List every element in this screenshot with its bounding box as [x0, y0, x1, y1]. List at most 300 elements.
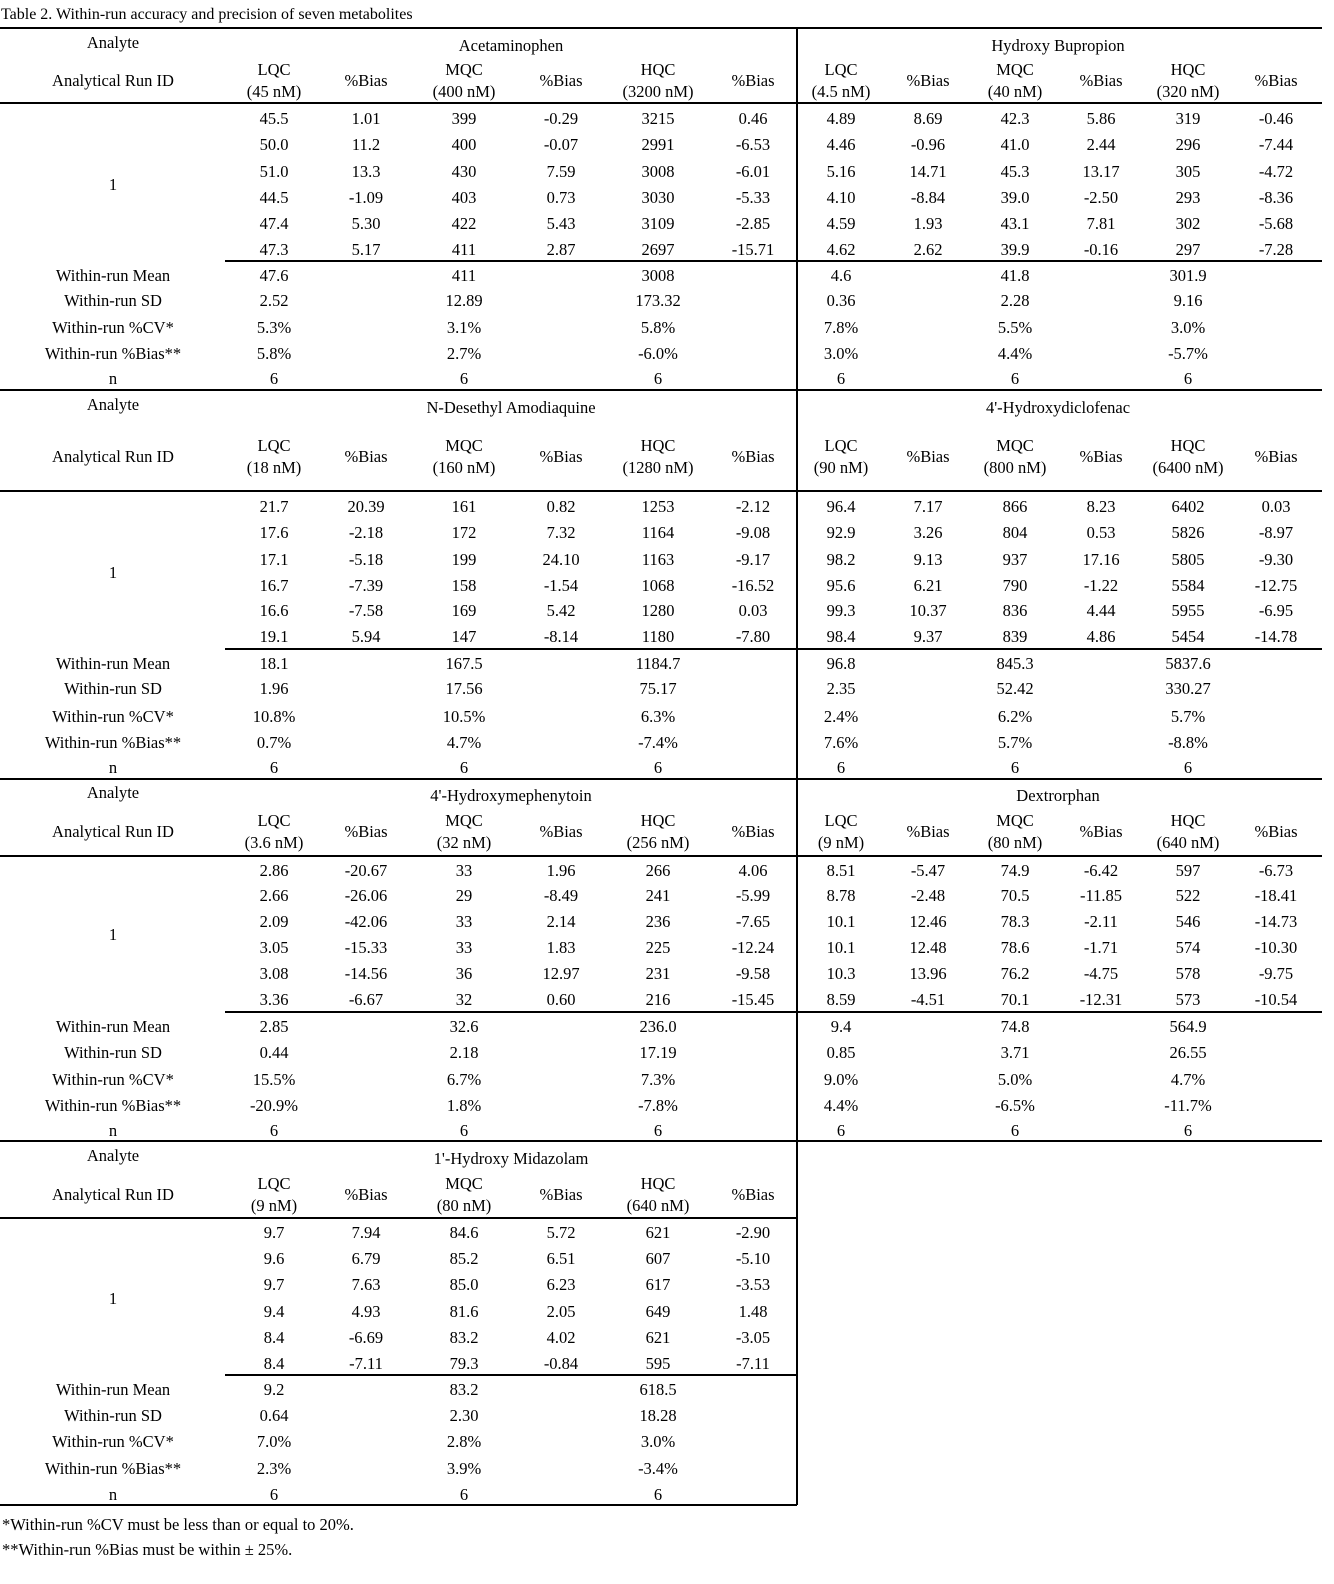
data-cell: 6.21 — [913, 576, 943, 595]
data-cell: -15.45 — [731, 990, 775, 1009]
data-cell: 937 — [1002, 550, 1028, 569]
data-cell: 1068 — [641, 576, 675, 595]
data-cell: 241 — [645, 886, 671, 905]
data-cell: 85.2 — [449, 1249, 479, 1268]
stat-cell: 6 — [653, 1121, 663, 1140]
stat-cell: 32.6 — [449, 1017, 479, 1036]
data-cell: 790 — [1002, 576, 1028, 595]
stat-cell: 7.8% — [823, 318, 859, 337]
data-cell: 3.08 — [259, 964, 289, 983]
data-cell: 13.3 — [351, 162, 381, 181]
stat-label: Within-run %CV* — [52, 318, 174, 337]
data-cell: 8.4 — [263, 1354, 285, 1373]
qc-conc-header: (320 nM) — [1156, 82, 1220, 101]
data-cell: -6.69 — [348, 1328, 384, 1347]
stat-cell: -3.4% — [638, 1459, 678, 1478]
qc-conc-header: (32 nM) — [436, 833, 492, 852]
run-id-header: Analytical Run ID — [52, 822, 174, 841]
data-cell: 5.43 — [546, 214, 576, 233]
data-cell: -5.47 — [910, 861, 946, 880]
analyte-name: Acetaminophen — [458, 36, 564, 55]
stat-cell: 845.3 — [996, 654, 1034, 673]
stat-cell: 6 — [269, 1485, 279, 1504]
header-bottom-rule — [0, 1217, 797, 1219]
data-cell: 3215 — [641, 109, 675, 128]
data-cell: -20.67 — [344, 861, 388, 880]
data-cell: 16.6 — [259, 601, 289, 620]
data-cell: 319 — [1175, 109, 1201, 128]
stat-cell: 6 — [1183, 758, 1193, 777]
stat-label: Within-run SD — [64, 291, 162, 310]
data-cell: -7.11 — [736, 1354, 770, 1373]
qc-level-header: HQC — [1170, 436, 1206, 455]
run-id-cell: 1 — [108, 1288, 118, 1308]
stat-cell: 6 — [1010, 758, 1020, 777]
data-cell: 5.86 — [1086, 109, 1116, 128]
data-cell: -4.75 — [1083, 964, 1119, 983]
data-cell: 1164 — [641, 523, 675, 542]
data-cell: 9.7 — [263, 1223, 285, 1242]
data-cell: 47.4 — [259, 214, 289, 233]
data-cell: 2991 — [641, 135, 675, 154]
table-caption: Table 2. Within-run accuracy and precision of seven metabolites — [1, 6, 413, 23]
data-cell: -2.90 — [735, 1223, 771, 1242]
data-cell: 17.16 — [1082, 550, 1120, 569]
data-cell: 2.62 — [913, 240, 943, 259]
data-cell: 621 — [645, 1328, 671, 1347]
data-cell: 5826 — [1171, 523, 1205, 542]
data-cell: 4.62 — [826, 240, 856, 259]
data-cell: 839 — [1002, 627, 1028, 646]
data-cell: 7.63 — [351, 1275, 381, 1294]
data-cell: 4.89 — [826, 109, 856, 128]
stat-cell: 9.16 — [1173, 291, 1203, 310]
data-cell: 621 — [645, 1223, 671, 1242]
data-cell: 1.01 — [351, 109, 381, 128]
data-cell: 2.87 — [546, 240, 576, 259]
stat-cell: 3.0% — [640, 1432, 676, 1451]
data-cell: 293 — [1175, 188, 1201, 207]
data-cell: 7.81 — [1086, 214, 1116, 233]
stat-cell: 6 — [653, 758, 663, 777]
data-cell: 33 — [455, 938, 473, 957]
data-cell: 5.72 — [546, 1223, 576, 1242]
data-cell: 1.93 — [913, 214, 943, 233]
stat-cell: 6 — [836, 1121, 846, 1140]
stat-label: n — [108, 758, 118, 777]
bias-header: %Bias — [539, 1185, 583, 1204]
data-cell: 8.59 — [826, 990, 856, 1009]
data-cell: 5805 — [1171, 550, 1205, 569]
stat-cell: 3.71 — [1000, 1043, 1030, 1062]
data-cell: -5.68 — [1258, 214, 1294, 233]
data-cell: 4.93 — [351, 1302, 381, 1321]
data-cell: 5.42 — [546, 601, 576, 620]
data-cell: 522 — [1175, 886, 1201, 905]
data-cell: 231 — [645, 964, 671, 983]
stat-label: Within-run %CV* — [52, 707, 174, 726]
stat-cell: 6 — [459, 758, 469, 777]
data-cell: 1280 — [641, 601, 675, 620]
stat-cell: 3.9% — [446, 1459, 482, 1478]
stat-label: Within-run SD — [64, 1043, 162, 1062]
stat-cell: 2.7% — [446, 344, 482, 363]
stat-cell: 18.28 — [639, 1406, 677, 1425]
stat-label: n — [108, 1121, 118, 1140]
data-cell: -5.10 — [735, 1249, 771, 1268]
data-cell: 16.7 — [259, 576, 289, 595]
data-cell: 1.83 — [546, 938, 576, 957]
data-cell: 32 — [455, 990, 473, 1009]
qc-conc-header: (45 nM) — [246, 82, 302, 101]
qc-level-header: MQC — [996, 60, 1034, 79]
data-cell: -2.18 — [348, 523, 384, 542]
stat-cell: 41.8 — [1000, 266, 1030, 285]
stat-cell: 0.44 — [259, 1043, 289, 1062]
stat-label: Within-run %CV* — [52, 1432, 174, 1451]
data-cell: 47.3 — [259, 240, 289, 259]
data-cell: 83.2 — [449, 1328, 479, 1347]
stat-cell: 26.55 — [1169, 1043, 1207, 1062]
run-id-cell: 1 — [108, 175, 118, 194]
data-cell: 158 — [451, 576, 477, 595]
stat-cell: 6 — [269, 1121, 279, 1140]
data-cell: -18.41 — [1254, 886, 1298, 905]
stat-cell: 12.89 — [445, 291, 483, 310]
data-cell: 2.09 — [259, 912, 289, 931]
data-cell: 573 — [1175, 990, 1201, 1009]
qc-level-header: LQC — [824, 60, 858, 79]
qc-conc-header: (80 nM) — [987, 833, 1043, 852]
header-bottom-rule — [0, 102, 1322, 104]
qc-level-header: MQC — [445, 60, 483, 79]
data-cell: -16.52 — [731, 576, 775, 595]
run-id-header: Analytical Run ID — [52, 447, 174, 466]
data-cell: -10.54 — [1254, 990, 1298, 1009]
stat-cell: 17.56 — [445, 679, 483, 698]
data-cell: 12.46 — [909, 912, 947, 931]
data-cell: -0.07 — [543, 135, 579, 154]
data-cell: -8.84 — [910, 188, 946, 207]
data-cell: 7.32 — [546, 523, 576, 542]
bias-header: %Bias — [344, 1185, 388, 1204]
data-cell: -9.75 — [1258, 964, 1294, 983]
data-cell: 4.10 — [826, 188, 856, 207]
header-bottom-rule — [0, 855, 1322, 857]
data-cell: -6.42 — [1083, 861, 1119, 880]
data-cell: 12.48 — [909, 938, 947, 957]
stat-cell: 6 — [269, 758, 279, 777]
data-cell: 2.86 — [259, 861, 289, 880]
analyte-name: N-Desethyl Amodiaquine — [426, 398, 596, 417]
bias-header: %Bias — [344, 822, 388, 841]
data-cell: 0.46 — [738, 109, 768, 128]
qc-conc-header: (6400 nM) — [1152, 458, 1224, 477]
data-cell: 84.6 — [449, 1223, 479, 1242]
stat-cell: 6 — [269, 369, 279, 388]
stat-cell: -7.8% — [638, 1096, 678, 1115]
data-cell: 617 — [645, 1275, 671, 1294]
data-cell: 42.3 — [1000, 109, 1030, 128]
data-cell: 0.03 — [738, 601, 768, 620]
qc-conc-header: (1280 nM) — [622, 458, 694, 477]
analyte-name: 4'-Hydroxymephenytoin — [430, 786, 592, 805]
data-cell: 4.46 — [826, 135, 856, 154]
stat-cell: 5.5% — [997, 318, 1033, 337]
data-cell: -1.09 — [348, 188, 384, 207]
data-cell: 2.14 — [546, 912, 576, 931]
stat-cell: 6 — [836, 369, 846, 388]
stat-label: Within-run SD — [64, 1406, 162, 1425]
stat-cell: 6.7% — [446, 1070, 482, 1089]
data-cell: -0.84 — [543, 1354, 579, 1373]
analyte-name: Hydroxy Bupropion — [991, 36, 1125, 55]
data-cell: 1253 — [641, 497, 675, 516]
footnote-bias: **Within-run %Bias must be within ± 25%. — [2, 1540, 293, 1559]
data-cell: 411 — [451, 240, 477, 259]
panel-divider — [796, 1141, 798, 1505]
data-cell: 36 — [455, 964, 473, 983]
data-cell: 78.6 — [1000, 938, 1030, 957]
data-cell: -1.54 — [543, 576, 579, 595]
stats-top-rule — [225, 1374, 797, 1376]
data-cell: -7.65 — [735, 912, 771, 931]
data-cell: 4.02 — [546, 1328, 576, 1347]
data-cell: 169 — [451, 601, 477, 620]
qc-level-header: HQC — [640, 1174, 676, 1193]
data-cell: -8.14 — [543, 627, 579, 646]
bias-header: %Bias — [906, 71, 950, 90]
data-cell: 0.53 — [1086, 523, 1116, 542]
stat-cell: 10.8% — [252, 707, 296, 726]
stat-cell: 564.9 — [1169, 1017, 1207, 1036]
stat-cell: -5.7% — [1168, 344, 1208, 363]
qc-level-header: HQC — [640, 811, 676, 830]
stat-cell: 5.7% — [1170, 707, 1206, 726]
data-cell: 4.86 — [1086, 627, 1116, 646]
data-cell: -8.49 — [543, 886, 579, 905]
data-cell: 6.51 — [546, 1249, 576, 1268]
data-cell: 96.4 — [826, 497, 856, 516]
data-cell: 0.03 — [1261, 497, 1291, 516]
data-cell: 21.7 — [259, 497, 289, 516]
bias-header: %Bias — [1254, 447, 1298, 466]
stat-cell: 17.19 — [639, 1043, 677, 1062]
analyte-label: Analyte — [86, 1146, 140, 1165]
data-cell: -4.51 — [910, 990, 946, 1009]
stat-cell: 2.18 — [449, 1043, 479, 1062]
stat-cell: 47.6 — [259, 266, 289, 285]
data-cell: 95.6 — [826, 576, 856, 595]
stat-cell: 7.0% — [256, 1432, 292, 1451]
data-cell: 7.59 — [546, 162, 576, 181]
stat-cell: 9.0% — [823, 1070, 859, 1089]
data-cell: 8.23 — [1086, 497, 1116, 516]
data-cell: -2.11 — [1084, 912, 1118, 931]
stat-cell: 3.0% — [1170, 318, 1206, 337]
data-cell: 5.94 — [351, 627, 381, 646]
run-id-cell: 1 — [108, 563, 118, 582]
stat-label: n — [108, 1485, 118, 1504]
panel-top-rule — [0, 389, 1322, 391]
qc-level-header: LQC — [257, 436, 291, 455]
data-cell: 399 — [451, 109, 477, 128]
data-cell: 9.6 — [263, 1249, 285, 1268]
qc-level-header: MQC — [996, 436, 1034, 455]
data-cell: 41.0 — [1000, 135, 1030, 154]
data-cell: -9.08 — [735, 523, 771, 542]
stat-cell: -7.4% — [638, 733, 678, 752]
stat-cell: 5.3% — [256, 318, 292, 337]
data-cell: 29 — [455, 886, 473, 905]
stat-label: Within-run %Bias** — [44, 1096, 182, 1115]
stat-cell: 6 — [459, 1121, 469, 1140]
data-cell: 3109 — [641, 214, 675, 233]
data-cell: -6.67 — [348, 990, 384, 1009]
data-cell: 0.82 — [546, 497, 576, 516]
data-cell: -5.33 — [735, 188, 771, 207]
bias-header: %Bias — [1079, 71, 1123, 90]
data-cell: 8.69 — [913, 109, 943, 128]
stat-cell: 15.5% — [252, 1070, 296, 1089]
qc-level-header: MQC — [996, 811, 1034, 830]
stats-top-rule — [225, 648, 1322, 650]
data-cell: 81.6 — [449, 1302, 479, 1321]
data-cell: -6.73 — [1258, 861, 1294, 880]
stat-cell: 0.64 — [259, 1406, 289, 1425]
stat-label: Within-run %CV* — [52, 1070, 174, 1089]
data-cell: -6.95 — [1258, 601, 1294, 620]
stat-cell: 9.4 — [830, 1017, 852, 1036]
analyte-label: Analyte — [86, 783, 140, 802]
data-cell: 305 — [1175, 162, 1201, 181]
data-cell: 10.1 — [826, 938, 856, 957]
data-cell: -14.56 — [344, 964, 388, 983]
stat-cell: 3008 — [641, 266, 675, 285]
data-cell: -2.48 — [910, 886, 946, 905]
stat-cell: 9.2 — [263, 1380, 285, 1399]
data-cell: 297 — [1175, 240, 1201, 259]
stat-cell: 6.3% — [640, 707, 676, 726]
data-cell: 1163 — [641, 550, 675, 569]
panel-divider — [796, 28, 798, 390]
analyte-label: Analyte — [86, 33, 140, 52]
data-cell: -2.50 — [1083, 188, 1119, 207]
data-cell: 400 — [451, 135, 477, 154]
header-bottom-rule — [0, 490, 1322, 492]
data-cell: 5454 — [1171, 627, 1205, 646]
data-cell: 3.05 — [259, 938, 289, 957]
data-cell: -2.85 — [735, 214, 771, 233]
qc-level-header: LQC — [257, 60, 291, 79]
stat-cell: 4.7% — [446, 733, 482, 752]
data-cell: 98.4 — [826, 627, 856, 646]
data-cell: -7.39 — [348, 576, 384, 595]
bias-header: %Bias — [731, 71, 775, 90]
data-cell: 3008 — [641, 162, 675, 181]
stat-cell: 0.36 — [826, 291, 856, 310]
qc-level-header: MQC — [445, 436, 483, 455]
data-cell: 597 — [1175, 861, 1201, 880]
stat-cell: 1.96 — [259, 679, 289, 698]
stat-cell: 10.5% — [442, 707, 486, 726]
qc-level-header: LQC — [824, 811, 858, 830]
data-cell: 39.0 — [1000, 188, 1030, 207]
data-cell: 85.0 — [449, 1275, 479, 1294]
qc-level-header: LQC — [257, 1174, 291, 1193]
stat-cell: 6 — [1183, 369, 1193, 388]
stat-cell: 618.5 — [639, 1380, 677, 1399]
stat-cell: 75.17 — [639, 679, 677, 698]
run-id-header: Analytical Run ID — [52, 1185, 174, 1204]
data-cell: 9.4 — [263, 1302, 285, 1321]
data-cell: 804 — [1002, 523, 1028, 542]
stat-cell: -6.0% — [638, 344, 678, 363]
panel-top-rule — [0, 27, 1322, 29]
data-cell: 2.66 — [259, 886, 289, 905]
bias-header: %Bias — [539, 447, 583, 466]
panel-bottom-rule — [0, 1504, 797, 1506]
data-cell: 45.5 — [259, 109, 289, 128]
data-cell: 7.17 — [913, 497, 943, 516]
stat-label: Within-run %Bias** — [44, 1459, 182, 1478]
data-cell: 8.4 — [263, 1328, 285, 1347]
data-cell: 574 — [1175, 938, 1201, 957]
data-cell: -14.73 — [1254, 912, 1298, 931]
data-cell: 19.1 — [259, 627, 289, 646]
stat-cell: 236.0 — [639, 1017, 677, 1036]
qc-level-header: HQC — [640, 436, 676, 455]
panel-divider — [796, 390, 798, 779]
data-cell: -0.16 — [1083, 240, 1119, 259]
data-cell: 70.1 — [1000, 990, 1030, 1009]
stat-label: n — [108, 369, 118, 388]
data-cell: 296 — [1175, 135, 1201, 154]
data-cell: -26.06 — [344, 886, 388, 905]
stat-cell: 0.7% — [256, 733, 292, 752]
data-cell: 216 — [645, 990, 671, 1009]
data-cell: -0.46 — [1258, 109, 1294, 128]
data-cell: -6.53 — [735, 135, 771, 154]
stat-label: Within-run %Bias** — [44, 733, 182, 752]
data-cell: 649 — [645, 1302, 671, 1321]
data-cell: 74.9 — [1000, 861, 1030, 880]
data-cell: -4.72 — [1258, 162, 1294, 181]
data-cell: -1.71 — [1083, 938, 1119, 957]
data-cell: -6.01 — [735, 162, 771, 181]
qc-level-header: LQC — [824, 436, 858, 455]
qc-conc-header: (3.6 nM) — [244, 833, 304, 852]
data-cell: 24.10 — [542, 550, 580, 569]
data-cell: 836 — [1002, 601, 1028, 620]
qc-conc-header: (640 nM) — [1156, 833, 1220, 852]
stat-cell: 6.2% — [997, 707, 1033, 726]
data-cell: 546 — [1175, 912, 1201, 931]
data-cell: 12.97 — [542, 964, 580, 983]
stat-cell: 2.30 — [449, 1406, 479, 1425]
stat-cell: 0.85 — [826, 1043, 856, 1062]
data-cell: 10.1 — [826, 912, 856, 931]
stat-cell: 2.85 — [259, 1017, 289, 1036]
data-cell: 2.05 — [546, 1302, 576, 1321]
run-id-cell: 1 — [108, 925, 118, 944]
stat-cell: 4.4% — [823, 1096, 859, 1115]
data-cell: -5.99 — [735, 886, 771, 905]
data-cell: 5584 — [1171, 576, 1205, 595]
qc-level-header: HQC — [1170, 60, 1206, 79]
qc-conc-header: (800 nM) — [983, 458, 1047, 477]
data-cell: 147 — [451, 627, 477, 646]
